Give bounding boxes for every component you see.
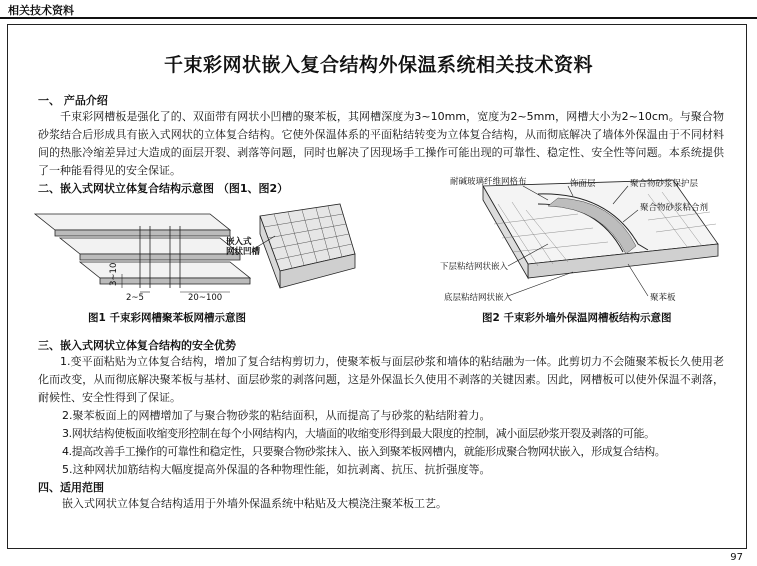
section-1-body: 千束彩网槽板是强化了的、双面带有网状小凹槽的聚苯板，其网槽深度为3~10mm，宽度为2~5mm，网槽大小为2~10cm。与聚合物砂浆结合后形成具有嵌入式网状的立体复合结构。它使外保温体系的平面粘结转变为立体复合结构，从而彻底解决了墙体外保温由于不同材料间的热胀冷缩差异过大造成的面层开裂、剥落等问题，同时也解决了因现场手工操作可能出现的可靠性、稳定性、安全性等问题。本系统提供了一种能看得见的安全保证。 [38, 110, 724, 177]
figure-1-caption: 图1 千束彩网槽聚苯板网槽示意图 [88, 312, 246, 324]
figure-2-label-finish: 饰面层 [570, 179, 596, 189]
figure-2-diagram [398, 174, 728, 308]
section-3-point-3: 3.网状结构使板面收缩变形控制在每个小网结构内，大墙面的收缩变形得到最大限度的控制，减小面层砂浆开裂及剥落的可能。 [62, 427, 655, 440]
figure-1-dim-small: 2~5 [126, 293, 144, 303]
section-1-heading: 一、 产品介绍 [38, 94, 108, 107]
section-3-point-1: 1.变平面粘贴为立体复合结构，增加了复合结构剪切力，使聚苯板与面层砂浆和墙体的粘结融为一体。此剪切力不会随聚苯板长久使用老化而改变，从而彻底解决聚苯板与基材、面层砂浆的剥落问题，这是外保温长久使用不剥落的关键因素。因此，网槽板可以使外保温不剥落，耐候性、安全性得到了保证。 [38, 355, 724, 404]
figure-2-caption: 图2 千束彩外墙外保温网槽板结构示意图 [482, 312, 672, 324]
figure-2-label-adhesive: 聚合物砂浆粘合剂 [640, 203, 709, 213]
figure-2-label-upper-embed: 下层粘结网状嵌入 [440, 262, 509, 272]
section-3-heading: 三、嵌入式网状立体复合结构的安全优势 [38, 339, 236, 352]
figure-1-dim-depth: 3~10 [109, 262, 119, 286]
figure-2-label-protect: 聚合物砂浆保护层 [630, 179, 699, 189]
figure-2-label-mesh: 耐碱玻璃纤维网格布 [450, 177, 527, 187]
figure-1-groove-strips [35, 214, 250, 288]
figure-1-dim-large: 20~100 [188, 293, 223, 303]
figure-2-label-board: 聚苯板 [650, 293, 676, 303]
page-number: 97 [730, 552, 743, 563]
figure-2-label-lower-embed: 底层粘结网状嵌入 [444, 293, 513, 303]
header-label: 相关技术资料 [8, 4, 74, 17]
section-3-point-2: 2.聚苯板面上的网槽增加了与聚合物砂浆的粘结面积，从而提高了与砂浆的粘结附着力。 [62, 409, 491, 422]
section-3-point-4: 4.提高改善手工操作的可靠性和稳定性，只要聚合物砂浆抹入、嵌入到聚苯板网槽内，就能形成聚合物网状嵌入，形成复合结构。 [62, 445, 666, 458]
section-2-heading: 二、嵌入式网状立体复合结构示意图 （图1、图2） [38, 182, 289, 195]
figure-2-layered-block [483, 180, 718, 278]
section-4-body: 嵌入式网状立体复合结构适用于外墙外保温系统中粘贴及大模浇注聚苯板工艺。 [62, 497, 447, 510]
section-4-heading: 四、适用范围 [38, 481, 104, 494]
figure-1-diagram [30, 196, 360, 306]
figure-1-grid-block [260, 204, 355, 288]
figure-1-label-groove-1: 嵌入式 [226, 237, 252, 247]
header-rule [0, 17, 757, 19]
figure-1-label-groove-2: 网状凹槽 [226, 247, 261, 257]
section-3-point-5: 5.这种网状加筋结构大幅度提高外保温的各种物理性能，如抗剥离、抗压、抗折强度等。 [62, 463, 491, 476]
page-title: 千束彩网状嵌入复合结构外保温系统相关技术资料 [163, 54, 593, 76]
